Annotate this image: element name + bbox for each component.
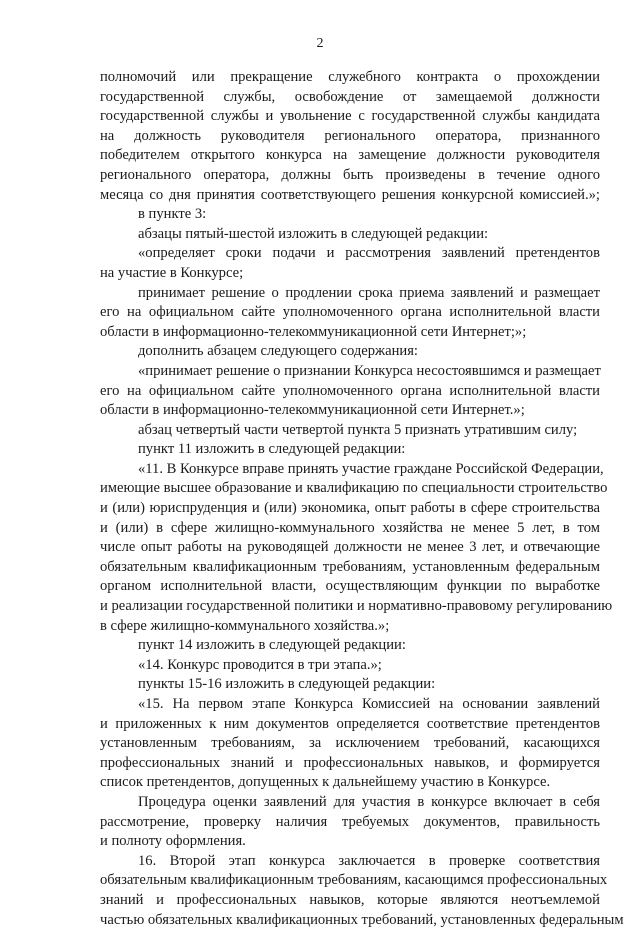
text-line: его на официальном сайте уполномоченного органа исполнительной власти	[100, 382, 600, 399]
text-line: принимает решение о продлении срока приема заявлений и размещает	[138, 284, 600, 301]
text-line: и реализации государственной политики и нормативно-правовому регулированию	[100, 598, 613, 615]
text-line: и (или) в сфере жилищно-коммунального хозяйства не менее 5 лет, в том	[100, 519, 600, 536]
text-line: и приложенных к ним документов определяется соответствие претендентов	[100, 715, 600, 732]
text-line: Процедура оценки заявлений для участия в конкурсе включает в себя	[138, 793, 600, 810]
text-line: области в информационно-телекоммуникационной сети Интернет.»;	[100, 402, 525, 419]
text-line: 16. Второй этап конкурса заключается в проверке соответствия	[138, 852, 600, 869]
text-line: список претендентов, допущенных к дальнейшему участию в Конкурсе.	[100, 774, 551, 791]
text-line: знаний и профессиональных навыков, которые являются неотъемлемой	[100, 891, 600, 908]
text-line: дополнить абзацем следующего содержания:	[138, 343, 418, 360]
text-line: обязательным квалификационным требованиям, установленным федеральным	[100, 558, 600, 575]
text-line: профессиональных знаний и профессиональных навыков, и формируется	[100, 754, 600, 771]
text-line: его на официальном сайте уполномоченного органа исполнительной власти	[100, 304, 600, 321]
text-line: «11. В Конкурсе вправе принять участие граждане Российской Федерации,	[138, 460, 604, 477]
text-line: имеющие высшее образование и квалификацию по специальности строительство	[100, 480, 608, 497]
text-line: «15. На первом этапе Конкурса Комиссией на основании заявлений	[138, 696, 600, 712]
text-line: «принимает решение о признании Конкурса несостоявшимся и размещает	[138, 362, 601, 379]
text-line: пункт 11 изложить в следующей редакции:	[138, 441, 406, 458]
text-line: пункт 14 изложить в следующей редакции:	[138, 637, 406, 654]
text-line: абзац четвертый части четвертой пункта 5 признать утратившим силу;	[138, 421, 578, 438]
text-line: государственной службы и увольнение с государственной службы кандидата	[100, 108, 600, 125]
text-line: числе опыт работы на руководящей должности не менее 3 лет, и отвечающие	[100, 539, 600, 556]
text-line: регионального оператора, должны быть произведены в течение одного	[100, 166, 600, 183]
text-line: рассмотрение, проверку наличия требуемых документов, правильность	[100, 813, 600, 830]
text-line: частью обязательных квалификационных требований, установленных федеральным	[100, 911, 624, 928]
text-line: на должность руководителя регионального оператора, признанного	[100, 127, 600, 144]
text-line: пункты 15-16 изложить в следующей редакции:	[138, 676, 436, 693]
text-line: полномочий или прекращение служебного контракта о прохождении	[100, 69, 600, 85]
text-line: в сфере жилищно-коммунального хозяйства.»;	[100, 617, 390, 634]
text-line: «14. Конкурс проводится в три этапа.»;	[138, 656, 382, 673]
text-line: «определяет сроки подачи и рассмотрения заявлений претендентов	[138, 245, 600, 262]
text-line: абзацы пятый-шестой изложить в следующей редакции:	[138, 225, 489, 242]
text-line: области в информационно-телекоммуникационной сети Интернет;»;	[100, 323, 527, 340]
text-line: и (или) юриспруденция и (или) экономика, опыт работы в сфере строительства	[100, 500, 600, 517]
text-line: и полноту оформления.	[100, 833, 246, 850]
text-line: на участие в Конкурсе;	[100, 264, 244, 281]
text-line: обязательным квалификационным требованиям, касающимся профессиональных	[100, 872, 608, 889]
text-line: месяца со дня принятия соответствующего решения конкурсной комиссией.»;	[100, 186, 600, 203]
document-body	[100, 68, 624, 930]
text-line: органом исполнительной власти, осуществляющим функции по выработке	[100, 578, 600, 595]
text-line: победителем открытого конкурса на замещение должности руководителя	[100, 147, 600, 164]
text-line: государственной службы, освобождение от замещаемой должности	[100, 88, 600, 105]
text-line: установленным требованиям, за исключением требований, касающихся	[100, 735, 600, 752]
page-number: 2	[316, 36, 324, 51]
text-line: в пункте 3:	[138, 206, 207, 223]
